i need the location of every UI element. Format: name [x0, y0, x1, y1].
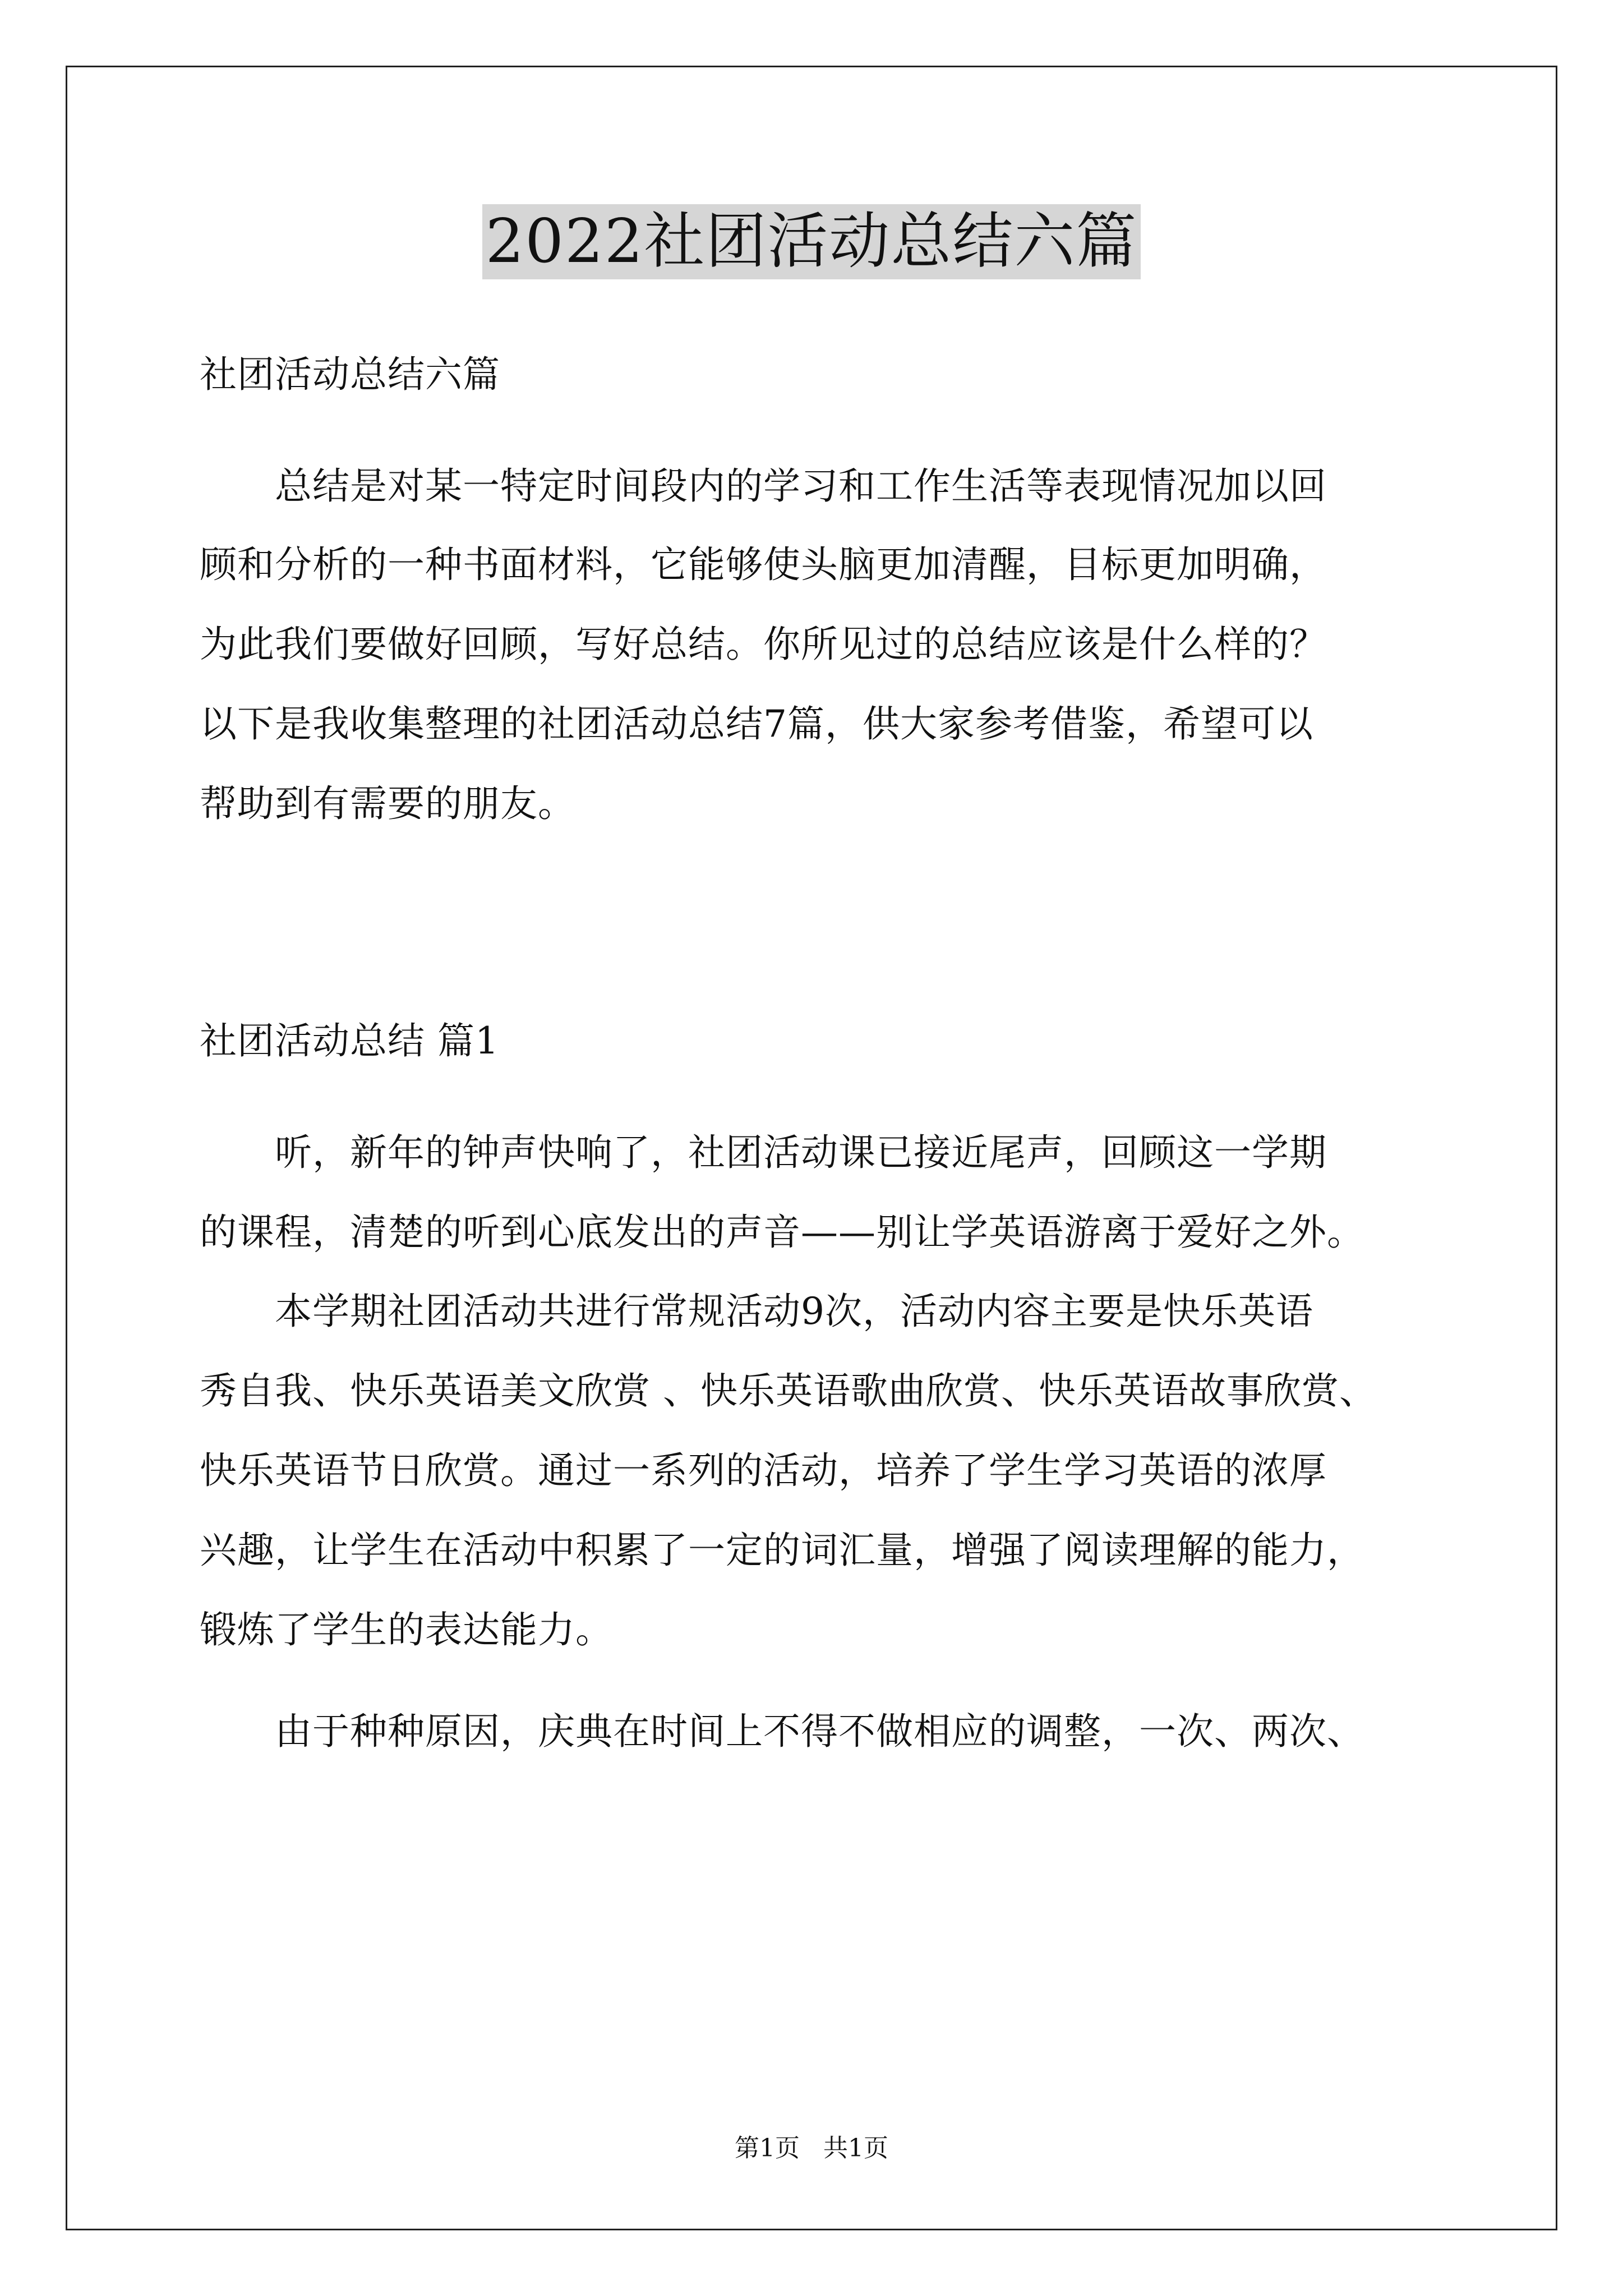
- page-number-total: 共1页: [823, 2134, 888, 2162]
- section-line-6: 兴趣，让学生在活动中积累了一定的词汇量，增强了阅读理解的能力，: [200, 1529, 1364, 1572]
- intro-line-1: 总结是对某一特定时间段内的学习和工作生活等表现情况加以回: [200, 464, 1327, 508]
- document-title: 2022社团活动总结六篇: [482, 204, 1141, 279]
- title-container: [0, 204, 1623, 279]
- section-line-8: 由于种种原因，庆典在时间上不得不做相应的调整，一次、两次、: [200, 1710, 1364, 1753]
- intro-line-4: 以下是我收集整理的社团活动总结7篇，供大家参考借鉴，希望可以: [200, 702, 1313, 746]
- section-line-7: 锻炼了学生的表达能力。: [200, 1608, 613, 1651]
- section-line-4: 秀自我、快乐英语美文欣赏 、快乐英语歌曲欣赏、快乐英语故事欣赏、: [200, 1369, 1377, 1412]
- page-number-current: 第1页: [735, 2134, 800, 2162]
- section-line-5: 快乐英语节日欣赏。通过一系列的活动，培养了学生学习英语的浓厚: [200, 1449, 1327, 1492]
- section-heading: 社团活动总结 篇1: [200, 1019, 499, 1062]
- section-line-1: 听，新年的钟声快响了，社团活动课已接近尾声，回顾这一学期: [200, 1131, 1327, 1174]
- section-line-2: 的课程，清楚的听到心底发出的声音——别让学英语游离于爱好之外。: [200, 1211, 1364, 1254]
- intro-line-2: 顾和分析的一种书面材料，它能够使头脑更加清醒，目标更加明确，: [200, 543, 1327, 586]
- section-line-3: 本学期社团活动共进行常规活动9次，活动内容主要是快乐英语: [200, 1290, 1313, 1333]
- page-footer: [0, 2133, 1623, 2164]
- document-subtitle: 社团活动总结六篇: [200, 353, 500, 396]
- intro-line-5: 帮助到有需要的朋友。: [200, 782, 575, 825]
- intro-line-3: 为此我们要做好回顾，写好总结。你所见过的总结应该是什么样的？: [200, 623, 1327, 666]
